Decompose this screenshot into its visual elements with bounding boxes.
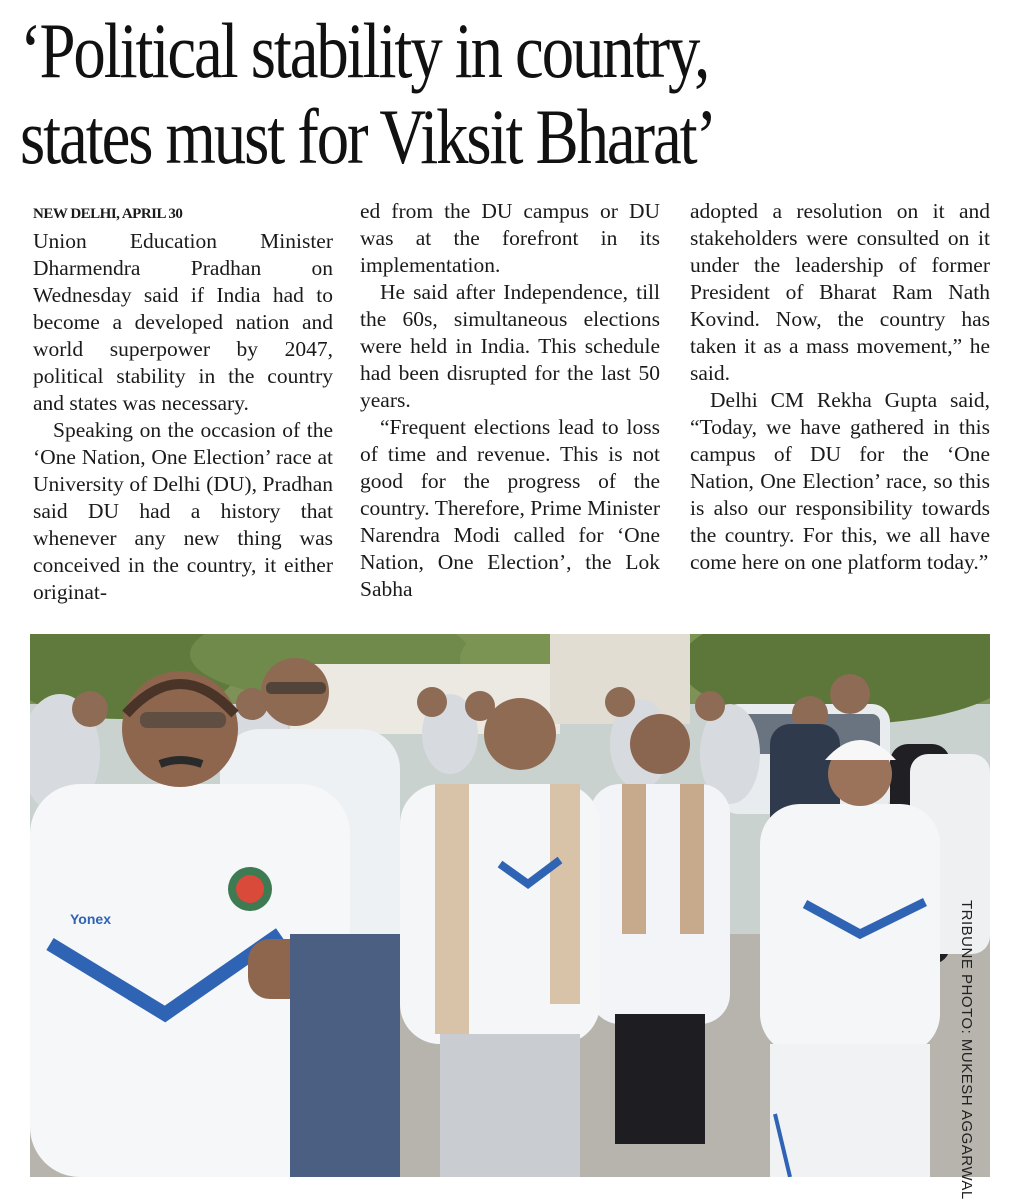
article-paragraph: Speaking on the occasion of the ‘One Nation, One Election’ race at University of Delhi (DU), Pradhan said DU had a history that whenever any new thing was conceived in the country, it either originat-	[33, 418, 333, 604]
headline-line-1: ‘Political stability in country,	[20, 7, 709, 94]
paragraph-text: Union Education Minister Dharmendra Pradhan on Wednesday said if India had to become a developed nation and world superpower by 2047, political stability in the country and states was necessary.	[33, 229, 333, 415]
headline	[20, 8, 837, 180]
article-column-1	[33, 198, 333, 606]
headline-line-2: states must for Viksit Bharat’	[20, 93, 716, 180]
photo-illustration	[30, 634, 990, 1177]
article-column-3	[690, 198, 990, 576]
dateline: NEW DELHI, APRIL 30	[33, 206, 183, 222]
article-paragraph: “Frequent elections lead to loss of time and revenue. This is not good for the progress of the country. Therefore, Prime Minister Narendra Modi called for ‘One Nation, One Election’, the Lok Sabha	[360, 415, 660, 601]
article-paragraph: Delhi CM Rekha Gupta said, “Today, we have gathered in this campus of DU for the ‘One Nation, One Election’ race, so this is also our responsibility towards the country. For this, we all have come here on one platform today.”	[690, 388, 990, 574]
shirt-brand-logo: Yonex	[70, 911, 111, 927]
news-photo	[30, 634, 990, 1177]
photo-credit: TRIBUNE PHOTO: MUKESH AGGARWAL	[958, 900, 975, 1200]
article-paragraph	[33, 198, 333, 417]
article-paragraph: adopted a resolution on it and stakeholders were consulted on it under the leadership of former President of Bharat Ram Nath Kovind. Now, the country has taken it as a mass movement,” he said.	[690, 199, 990, 385]
article-paragraph: He said after Independence, till the 60s, simultaneous elections were held in India. This schedule had been disrupted for the last 50 years.	[360, 280, 660, 412]
article-column-2	[360, 198, 660, 603]
article-paragraph: ed from the DU campus or DU was at the forefront in its implementation.	[360, 199, 660, 277]
